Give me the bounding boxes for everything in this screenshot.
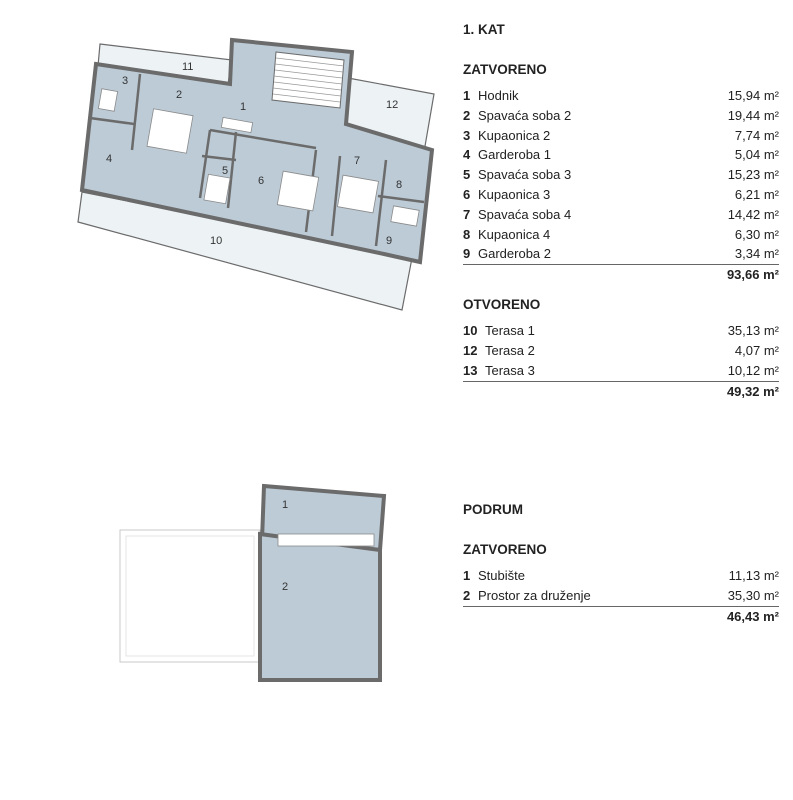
- list-item: [463, 586, 779, 606]
- list-item: [463, 205, 779, 225]
- room-area: 35,13 m²: [727, 323, 779, 339]
- room-name: Terasa 1: [485, 323, 535, 339]
- plan-label-10: 10: [210, 235, 223, 247]
- plan-label-9: 9: [386, 235, 393, 247]
- list-item: [463, 321, 779, 341]
- first-floor-open-total: 49,32 m²: [463, 381, 779, 402]
- room-area: 15,23 m²: [727, 167, 779, 183]
- room-area: 3,34 m²: [734, 246, 779, 262]
- basement-closed-total: 46,43 m²: [463, 606, 779, 627]
- basement-closed-list: [463, 566, 779, 606]
- list-item: [463, 341, 779, 361]
- room-number: 7: [463, 206, 471, 222]
- room-area: 7,74 m²: [734, 127, 779, 143]
- room-name: Spavaća soba 2: [478, 107, 572, 123]
- first-floor-open-list: [463, 321, 779, 380]
- room-name: Spavaća soba 3: [478, 167, 572, 183]
- room-name: Terasa 2: [485, 342, 535, 358]
- room-name: Kupaonica 3: [478, 186, 551, 202]
- room-name: Terasa 3: [485, 362, 535, 378]
- list-item: [463, 145, 779, 165]
- list-item: [463, 244, 779, 264]
- room-number: 4: [463, 147, 471, 163]
- room-number: 8: [463, 226, 471, 242]
- list-item: [463, 225, 779, 245]
- room-area: 19,44 m²: [727, 107, 779, 123]
- room-area: 10,12 m²: [727, 362, 779, 378]
- room-name: Kupaonica 2: [478, 127, 551, 143]
- first-floor-closed-heading: ZATVORENO: [463, 62, 547, 77]
- room-area: 4,07 m²: [734, 342, 779, 358]
- room-number: 13: [463, 362, 478, 378]
- room-name: Garderoba 2: [478, 246, 551, 262]
- room-number: 10: [463, 323, 478, 339]
- plan-label-1: 1: [240, 101, 247, 113]
- room-name: Garderoba 1: [478, 147, 551, 163]
- room-number: 1: [463, 88, 471, 103]
- first-floor-title: 1. KAT: [463, 22, 505, 37]
- room-number: 1: [463, 568, 471, 583]
- room-area: 6,30 m²: [734, 226, 779, 242]
- basement-panel: [463, 502, 779, 627]
- room-number: 12: [463, 342, 478, 358]
- list-item: [463, 86, 779, 106]
- basement-closed-heading: ZATVORENO: [463, 542, 547, 557]
- plan-label-2: 2: [176, 89, 183, 101]
- first-floor-open-heading: OTVORENO: [463, 297, 541, 313]
- room-area: 5,04 m²: [734, 147, 779, 163]
- plan-label-3: 3: [122, 75, 129, 87]
- room-name: Prostor za druženje: [478, 587, 591, 603]
- list-item: [463, 106, 779, 126]
- basement-title: PODRUM: [463, 502, 523, 517]
- list-item: [463, 566, 779, 586]
- room-name: Spavaća soba 4: [478, 206, 572, 222]
- plan-label-8: 8: [396, 179, 403, 191]
- room-number: 5: [463, 167, 471, 183]
- first-floor-closed-list: [463, 86, 779, 264]
- list-item: [463, 361, 779, 381]
- plan-label-12: 12: [386, 99, 399, 111]
- podrum-label-2: 2: [282, 581, 289, 593]
- list-item: [463, 185, 779, 205]
- first-floor-closed-total: 93,66 m²: [463, 264, 779, 285]
- room-number: 2: [463, 587, 471, 603]
- room-number: 3: [463, 127, 471, 143]
- plan-label-4: 4: [106, 153, 113, 165]
- room-name: Stubište: [478, 568, 525, 583]
- room-name: Hodnik: [478, 88, 519, 103]
- room-area: 6,21 m²: [734, 186, 779, 202]
- room-area: 15,94 m²: [727, 88, 779, 103]
- podrum-outdoor-outline: [120, 530, 260, 662]
- plan-label-7: 7: [354, 155, 361, 167]
- room-name: Kupaonica 4: [478, 226, 551, 242]
- room-area: 14,42 m²: [727, 206, 779, 222]
- plan-label-6: 6: [258, 175, 265, 187]
- plan-label-11: 11: [182, 61, 194, 73]
- room-number: 9: [463, 246, 471, 262]
- podrum-label-1: 1: [282, 499, 289, 511]
- room-number: 2: [463, 107, 471, 123]
- list-item: [463, 165, 779, 185]
- podrum-room-2: [260, 534, 380, 680]
- room-area: 35,30 m²: [727, 587, 779, 603]
- list-item: [463, 126, 779, 146]
- room-number: 6: [463, 186, 471, 202]
- plan-label-5: 5: [222, 165, 229, 177]
- first-floor-panel: [463, 22, 779, 402]
- room-area: 11,13 m²: [728, 568, 779, 583]
